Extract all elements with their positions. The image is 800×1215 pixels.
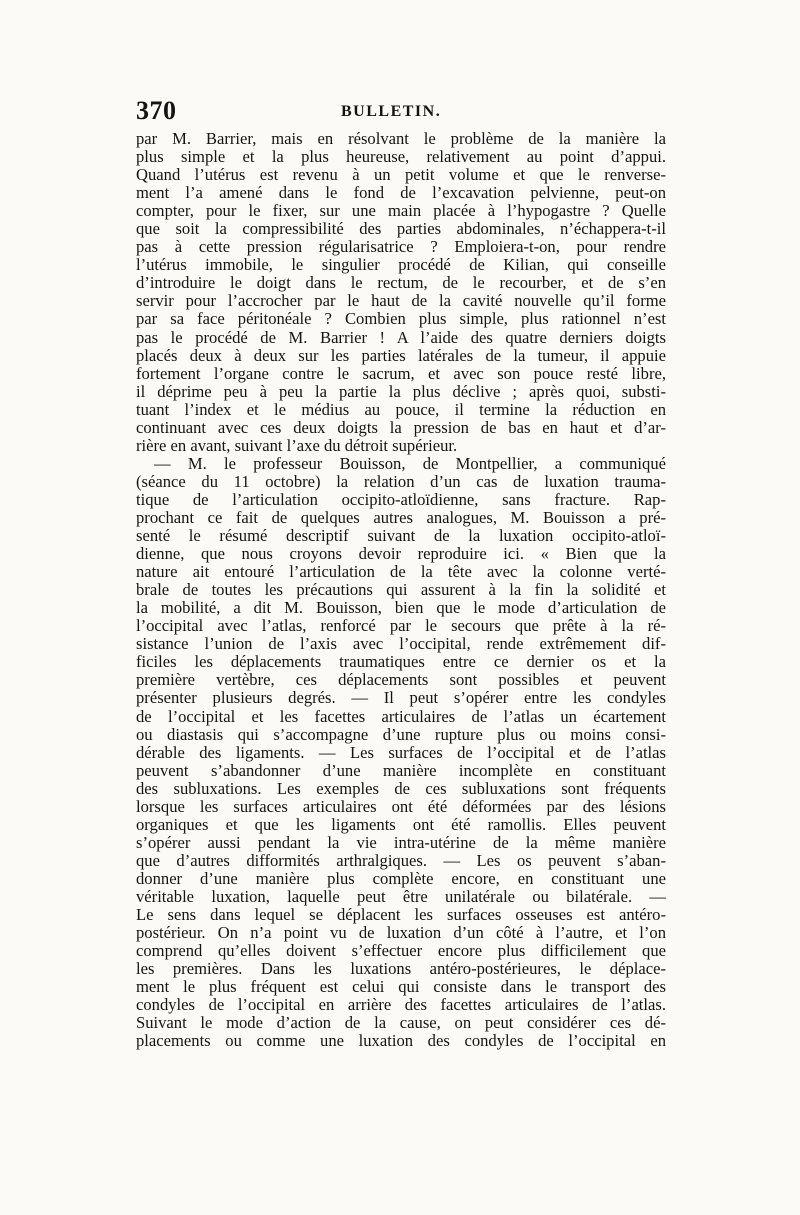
text-line: tuant l’index et le médius au pouce, il termine la réduction en [136,399,666,419]
text-line: par sa face péritonéale ? Combien plus simple, plus rationnel n’est [136,309,666,329]
text-line: il déprime peu à peu la partie la plus déclive ; après quoi, substi- [136,381,666,401]
text-line: rière en avant, suivant l’axe du détroit supérieur. [136,435,458,455]
text-line: par M. Barrier, mais en résolvant le problème de la manière la [136,129,666,148]
text-line: d’introduire le doigt dans le rectum, de le recourber, et de s’en [136,273,666,293]
text-line: s’opérer aussi pendant la vie intra-utérine de la même manière [136,832,666,852]
text-line: organiques et que les ligaments ont été ramollis. Elles peuvent [136,814,666,834]
text-line: ment le plus fréquent est celui qui consiste dans le transport des [136,977,666,997]
page-number: 370 [136,96,177,125]
running-head: BULLETIN. [341,103,442,120]
text-line: ment l’a amené dans le fond de l’excavation pelvienne, peut-on [136,183,666,203]
text-line: plus simple et la plus heureuse, relativement au point d’appui. [136,147,666,167]
text-line: pas le procédé de M. Barrier ! A l’aide des quatre derniers doigts [136,327,666,347]
text-line: fortement l’organe contre le sacrum, et avec son pouce resté libre, [136,363,666,383]
text-line: nature ait entouré l’articulation de la tête avec la colonne verté- [136,562,666,582]
text-line: sistance l’union de l’axis avec l’occipital, rende extrêmement dif- [136,634,666,654]
text-line: la mobilité, a dit M. Bouisson, bien que le mode d’articulation de [136,598,666,618]
text-line: l’utérus immobile, le singulier procédé de Kilian, qui conseille [136,255,666,275]
text-line: de l’occipital et les facettes articulaires de l’atlas un écartement [136,706,666,726]
text-line: ou diastasis qui s’accompagne d’une rupture plus ou moins consi- [136,724,666,744]
text-line: senté le résumé descriptif suivant de la luxation occipito-atloï- [136,526,666,546]
text-line: Le sens dans lequel se déplacent les surfaces osseuses est antéro- [136,905,666,925]
text-line: tique de l’articulation occipito-atloïdienne, sans fracture. Rap- [136,489,666,509]
text-line: — M. le professeur Bouisson, de Montpellier, a communiqué [154,453,666,473]
text-line: Quand l’utérus est revenu à un petit volume et que le renverse- [136,165,666,185]
page-header [136,96,666,126]
text-line: présenter plusieurs degrés. — Il peut s’opérer entre les condyles [136,688,666,708]
text-line: que d’autres difformités arthralgiques. — Les os peuvent s’aban- [136,850,666,870]
text-line: compter, pour le fixer, sur une main placée à l’hypogastre ? Quelle [136,201,666,221]
text-line: peuvent s’abandonner d’une manière incomplète en constituant [136,760,666,780]
text-line: prochant ce fait de quelques autres analogues, M. Bouisson a pré- [136,507,666,527]
text-line: que soit la compressibilité des parties abdominales, n’échappera-t-il [136,219,666,239]
text-line: donner d’une manière plus complète encore, en constituant une [136,868,666,888]
text-line: Suivant le mode d’action de la cause, on peut considérer ces dé- [136,1013,666,1033]
text-line: dérable des ligaments. — Les surfaces de l’occipital et de l’atlas [136,742,666,762]
text-line: véritable luxation, laquelle peut être unilatérale ou bilatérale. — [136,886,666,906]
text-line: l’occipital avec l’atlas, renforcé par le secours que prête à la ré- [136,616,666,636]
text-line: dienne, que nous croyons devoir reproduire ici. « Bien que la [136,544,666,564]
text-line: comprend qu’elles doivent s’effectuer encore plus difficilement que [136,941,666,961]
text-line: pas à cette pression régularisatrice ? Emploiera-t-on, pour rendre [136,237,666,257]
text-line: condyles de l’occipital en arrière des facettes articulaires de l’atlas. [136,995,666,1015]
text-line: des subluxations. Les exemples de ces subluxations sont fréquents [136,778,666,798]
text-line: servir pour l’accrocher par le haut de la cavité nouvelle qu’il forme [136,291,666,311]
text-line: continuant avec ces deux doigts la pression de bas en haut et d’ar- [136,417,666,437]
text-line: les premières. Dans les luxations antéro-postérieures, le déplace- [136,959,666,979]
text-line: ficiles les déplacements traumatiques entre ce dernier os et la [136,652,666,672]
body-text [136,130,666,1050]
text-line: postérieur. On n’a point vu de luxation d’un côté à l’autre, et l’on [136,923,666,943]
text-line: brale de toutes les précautions qui assurent à la fin la solidité et [136,580,666,600]
text-line: première vertèbre, ces déplacements sont possibles et peuvent [136,670,666,690]
text-line: (séance du 11 octobre) la relation d’un cas de luxation trauma- [136,471,666,491]
text-line: placements ou comme une luxation des condyles de l’occipital en [136,1031,666,1051]
text-line: lorsque les surfaces articulaires ont été déformées par des lésions [136,796,666,816]
text-line: placés deux à deux sur les parties latérales de la tumeur, il appuie [136,345,666,365]
